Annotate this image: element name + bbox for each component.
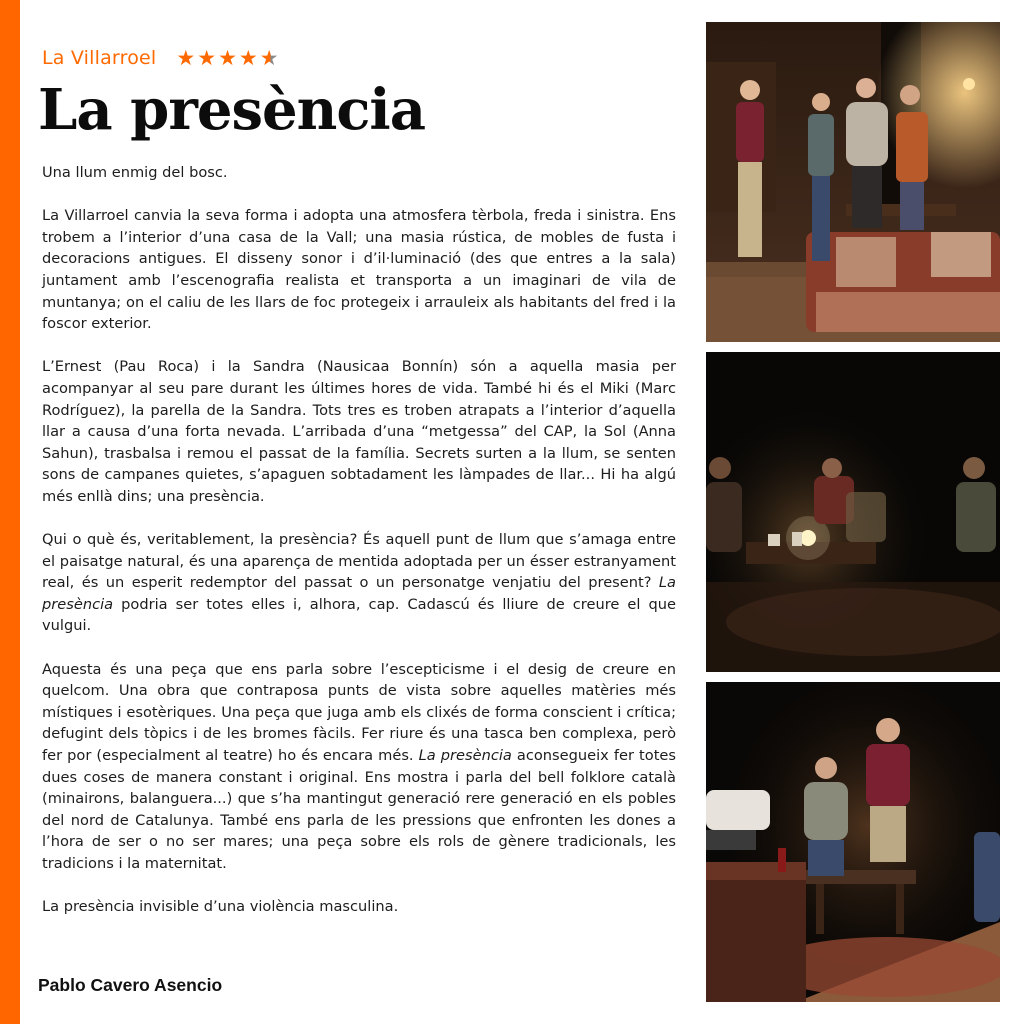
text-segment: Qui o què és, veritablement, la presència? És aquell punt de llum que s’amaga entre el paisatge natural, és una aparença de mentida adoptada per un ésser estranyament real, és un esperit redemptor del passat o un personatge venjatiu del present? (42, 531, 676, 592)
play-title-italic: La presència (418, 747, 512, 765)
header-row (42, 44, 279, 72)
stage-photo-2 (706, 352, 1000, 672)
accent-bar (0, 0, 20, 1024)
stage-photo-1 (706, 22, 1000, 342)
paragraph-plot: L’Ernest (Pau Roca) i la Sandra (Nausicaa Bonnín) són a aquella masia per acompanyar al seu pare durant les últimes hores de vida. També hi és el Miki (Marc Rodríguez), la parella de la Sandra. Tots tres es troben atrapats a l’interior d’aquella llar a causa d’una forta nevada. L’arribada d’una “metgessa” del CAP, la Sol (Anna Sahun), trasbalsa i remou el passat de la família. Secrets surten a la llum, se senten sons de campanes quietes, s’apaguen sobtadament les làmpades de llar... Hi ha algú més enllà dins; una presència. (42, 358, 676, 505)
star-icon: ★ (218, 45, 237, 70)
half-star-icon: ★ (259, 45, 279, 70)
text-segment: podria ser totes elles i, alhora, cap. Cadascú és lliure de creure el que vulgui. (42, 595, 676, 635)
text-segment: aconsegueix fer totes dues coses de manera constant i original. Ens mostra i parla del bell folklore català (minairons, balanguera...) que s’ha mantingut generació rere generació en els pobles del nord de Catalunya. També ens parla de les pressions que enfronten les dones a l’hora de ser o no ser mares; una peça sobre els rols de gènere tradicionals, les tradicions i la maternitat. (42, 747, 677, 872)
article-body (42, 162, 676, 939)
star-icon: ★ (238, 45, 258, 70)
stage-photo-3 (706, 682, 1000, 1002)
paragraph-question (42, 529, 676, 637)
star-icon: ★ (176, 45, 196, 70)
page-title: La presència (38, 77, 425, 143)
closing-line: La presència invisible d’una violència masculina. (42, 898, 399, 916)
star-icon: ★ (197, 45, 217, 70)
venue-name: La Villarroel (42, 47, 157, 69)
text-segment: Aquesta és una peça que ens parla sobre l’escepticisme i el desig de creure en quelcom. Una obra que contraposa punts de vista sobre aquelles matèries més místiques i esotèriques. Una peça que juga amb els clixés de forma conscient i crítica; defugint dels tòpics i de les bromes fàcils. Fer riure és una tasca ben complexa, però fer por (especialment al teatre) ho és encara més. (42, 660, 676, 765)
play-title-italic: La presència (42, 574, 676, 613)
tagline: Una llum enmig del bosc. (42, 164, 228, 181)
paragraph-setting: La Villarroel canvia la seva forma i adopta una atmosfera tèrbola, freda i sinistra. Ens trobem a l’interior d’una casa de la Vall; una masia rústica, de mobles de fusta i decoracions antigues. El disseny sonor i d’il·luminació (des que entres a la sala) juntament amb l’escenografia realista et transporta a un imaginari de vila de muntanya; on el caliu de les llars de foc protegeix i arrauleix als habitants del fred i la foscor exterior. (42, 207, 676, 333)
author-name: Pablo Cavero Asencio (38, 975, 223, 995)
star-rating (176, 45, 279, 70)
paragraph-analysis (42, 659, 676, 875)
